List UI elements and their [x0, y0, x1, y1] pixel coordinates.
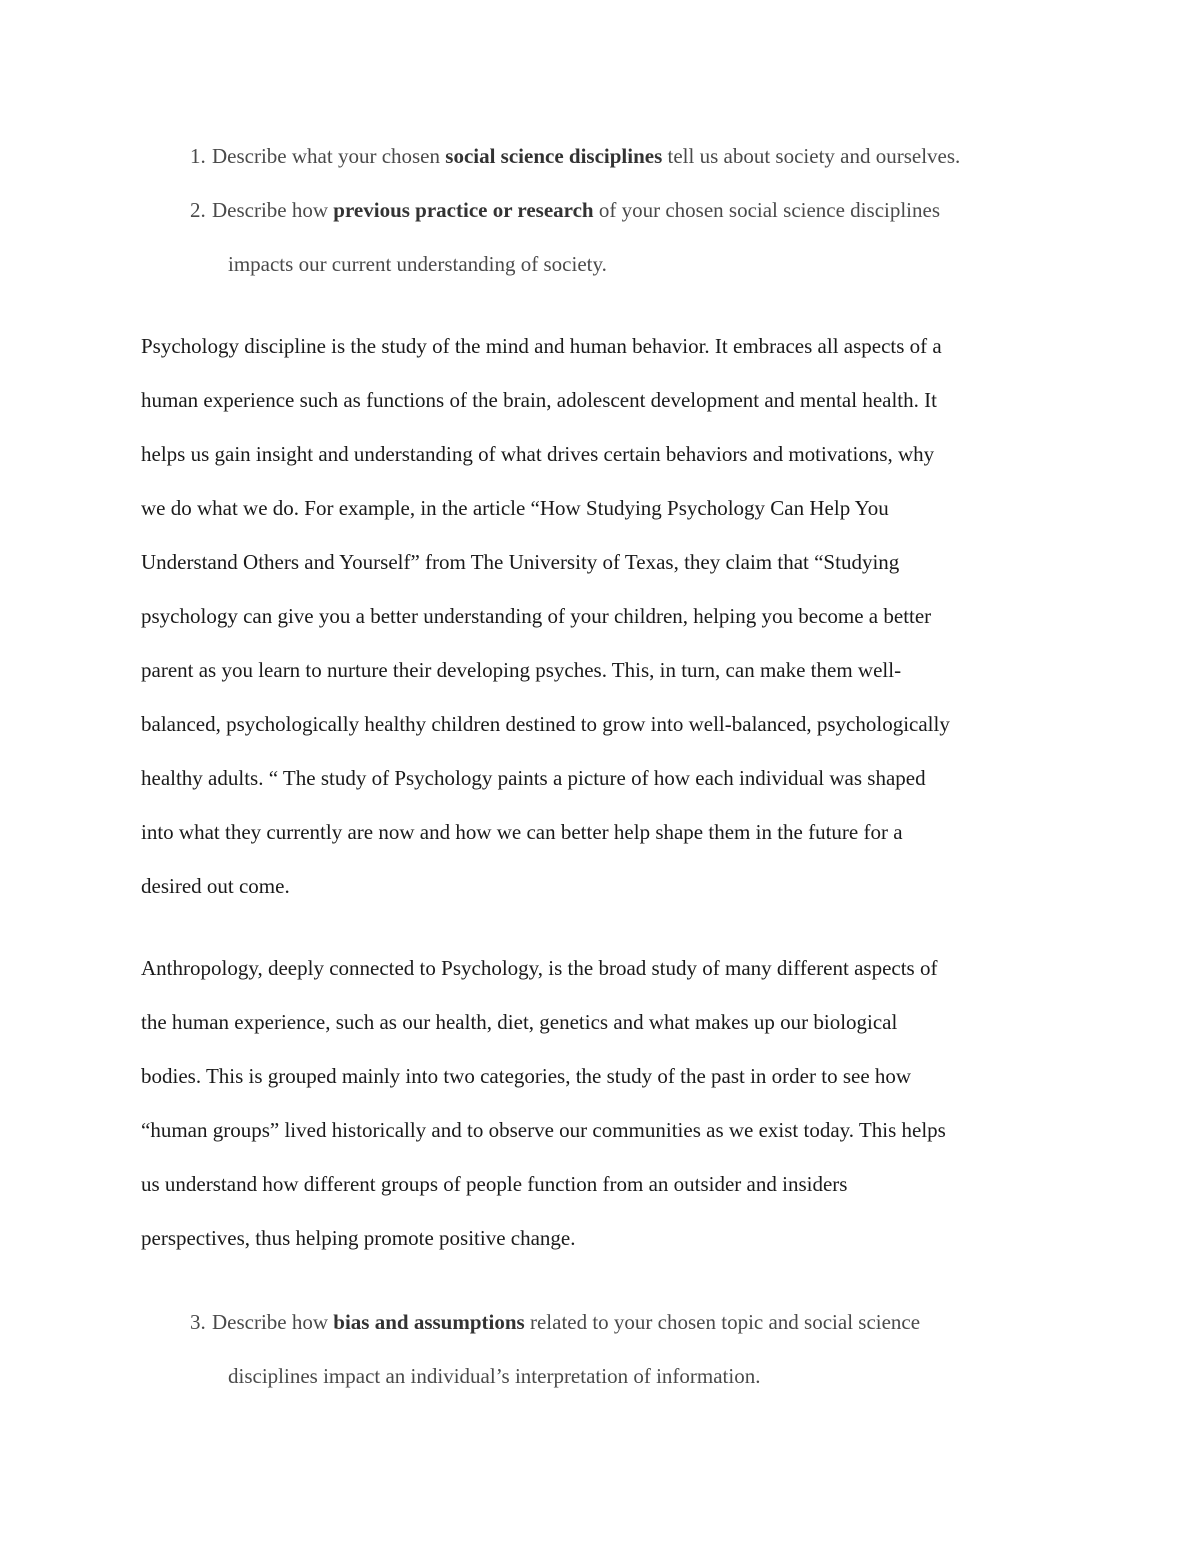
prompt-text: Describe what your chosen — [212, 144, 446, 168]
prompt-list-top — [0, 129, 1200, 291]
prompt-item-3 — [0, 1295, 1072, 1403]
paragraph-line: we do what we do. For example, in the article “How Studying Psychology Can Help You — [141, 496, 889, 520]
paragraph-psychology — [141, 319, 1061, 913]
paragraph-line: Understand Others and Yourself” from The University of Texas, they claim that “Studying — [141, 550, 900, 574]
paragraph-line: desired out come. — [141, 874, 290, 898]
paragraph-line: helps us gain insight and understanding of what drives certain behaviors and motivations, why — [141, 442, 935, 466]
prompt-text: of your chosen social science disciplines — [593, 198, 941, 222]
paragraph-line: bodies. This is grouped mainly into two categories, the study of the past in order to see how — [141, 1064, 912, 1088]
prompt-item-1 — [0, 129, 1072, 183]
prompt-list-bottom — [0, 1295, 1200, 1403]
paragraph-line: parent as you learn to nurture their developing psyches. This, in turn, can make them well- — [141, 658, 902, 682]
prompt-number: 3. — [190, 1310, 206, 1334]
prompt-bold-phrase: bias and assumptions — [333, 1310, 525, 1334]
paragraph-line: healthy adults. “ The study of Psychology paints a picture of how each individual was shaped — [141, 766, 926, 790]
paragraph-line: psychology can give you a better understanding of your children, helping you become a better — [141, 604, 932, 628]
prompt-item-2 — [0, 183, 1072, 291]
prompt-continuation: impacts our current understanding of society. — [228, 252, 607, 276]
prompt-number: 1. — [190, 144, 206, 168]
paragraph-line: Psychology discipline is the study of the mind and human behavior. It embraces all aspects of a — [141, 334, 942, 358]
paragraph-line: “human groups” lived historically and to observe our communities as we exist today. This helps — [141, 1118, 946, 1142]
paragraph-line: into what they currently are now and how we can better help shape them in the future for a — [141, 820, 903, 844]
paragraph-line: human experience such as functions of the brain, adolescent development and mental health. It — [141, 388, 937, 412]
prompt-bold-phrase: previous practice or research — [333, 198, 594, 222]
prompt-text: related to your chosen topic and social science — [524, 1310, 921, 1334]
prompt-bold-phrase: social science disciplines — [445, 144, 663, 168]
paragraph-line: the human experience, such as our health, diet, genetics and what makes up our biological — [141, 1010, 898, 1034]
paragraph-line: perspectives, thus helping promote positive change. — [141, 1226, 576, 1250]
paragraph-line: Anthropology, deeply connected to Psychology, is the broad study of many different aspects of — [141, 956, 938, 980]
prompt-text: Describe how — [212, 1310, 334, 1334]
prompt-text: tell us about society and ourselves. — [662, 144, 961, 168]
prompt-number: 2. — [190, 198, 206, 222]
prompt-continuation: disciplines impact an individual’s interpretation of information. — [228, 1364, 761, 1388]
prompt-text: Describe how — [212, 198, 334, 222]
paragraph-line: us understand how different groups of people function from an outsider and insiders — [141, 1172, 848, 1196]
paragraph-anthropology — [141, 941, 1061, 1265]
paragraph-line: balanced, psychologically healthy children destined to grow into well-balanced, psychologically — [141, 712, 950, 736]
